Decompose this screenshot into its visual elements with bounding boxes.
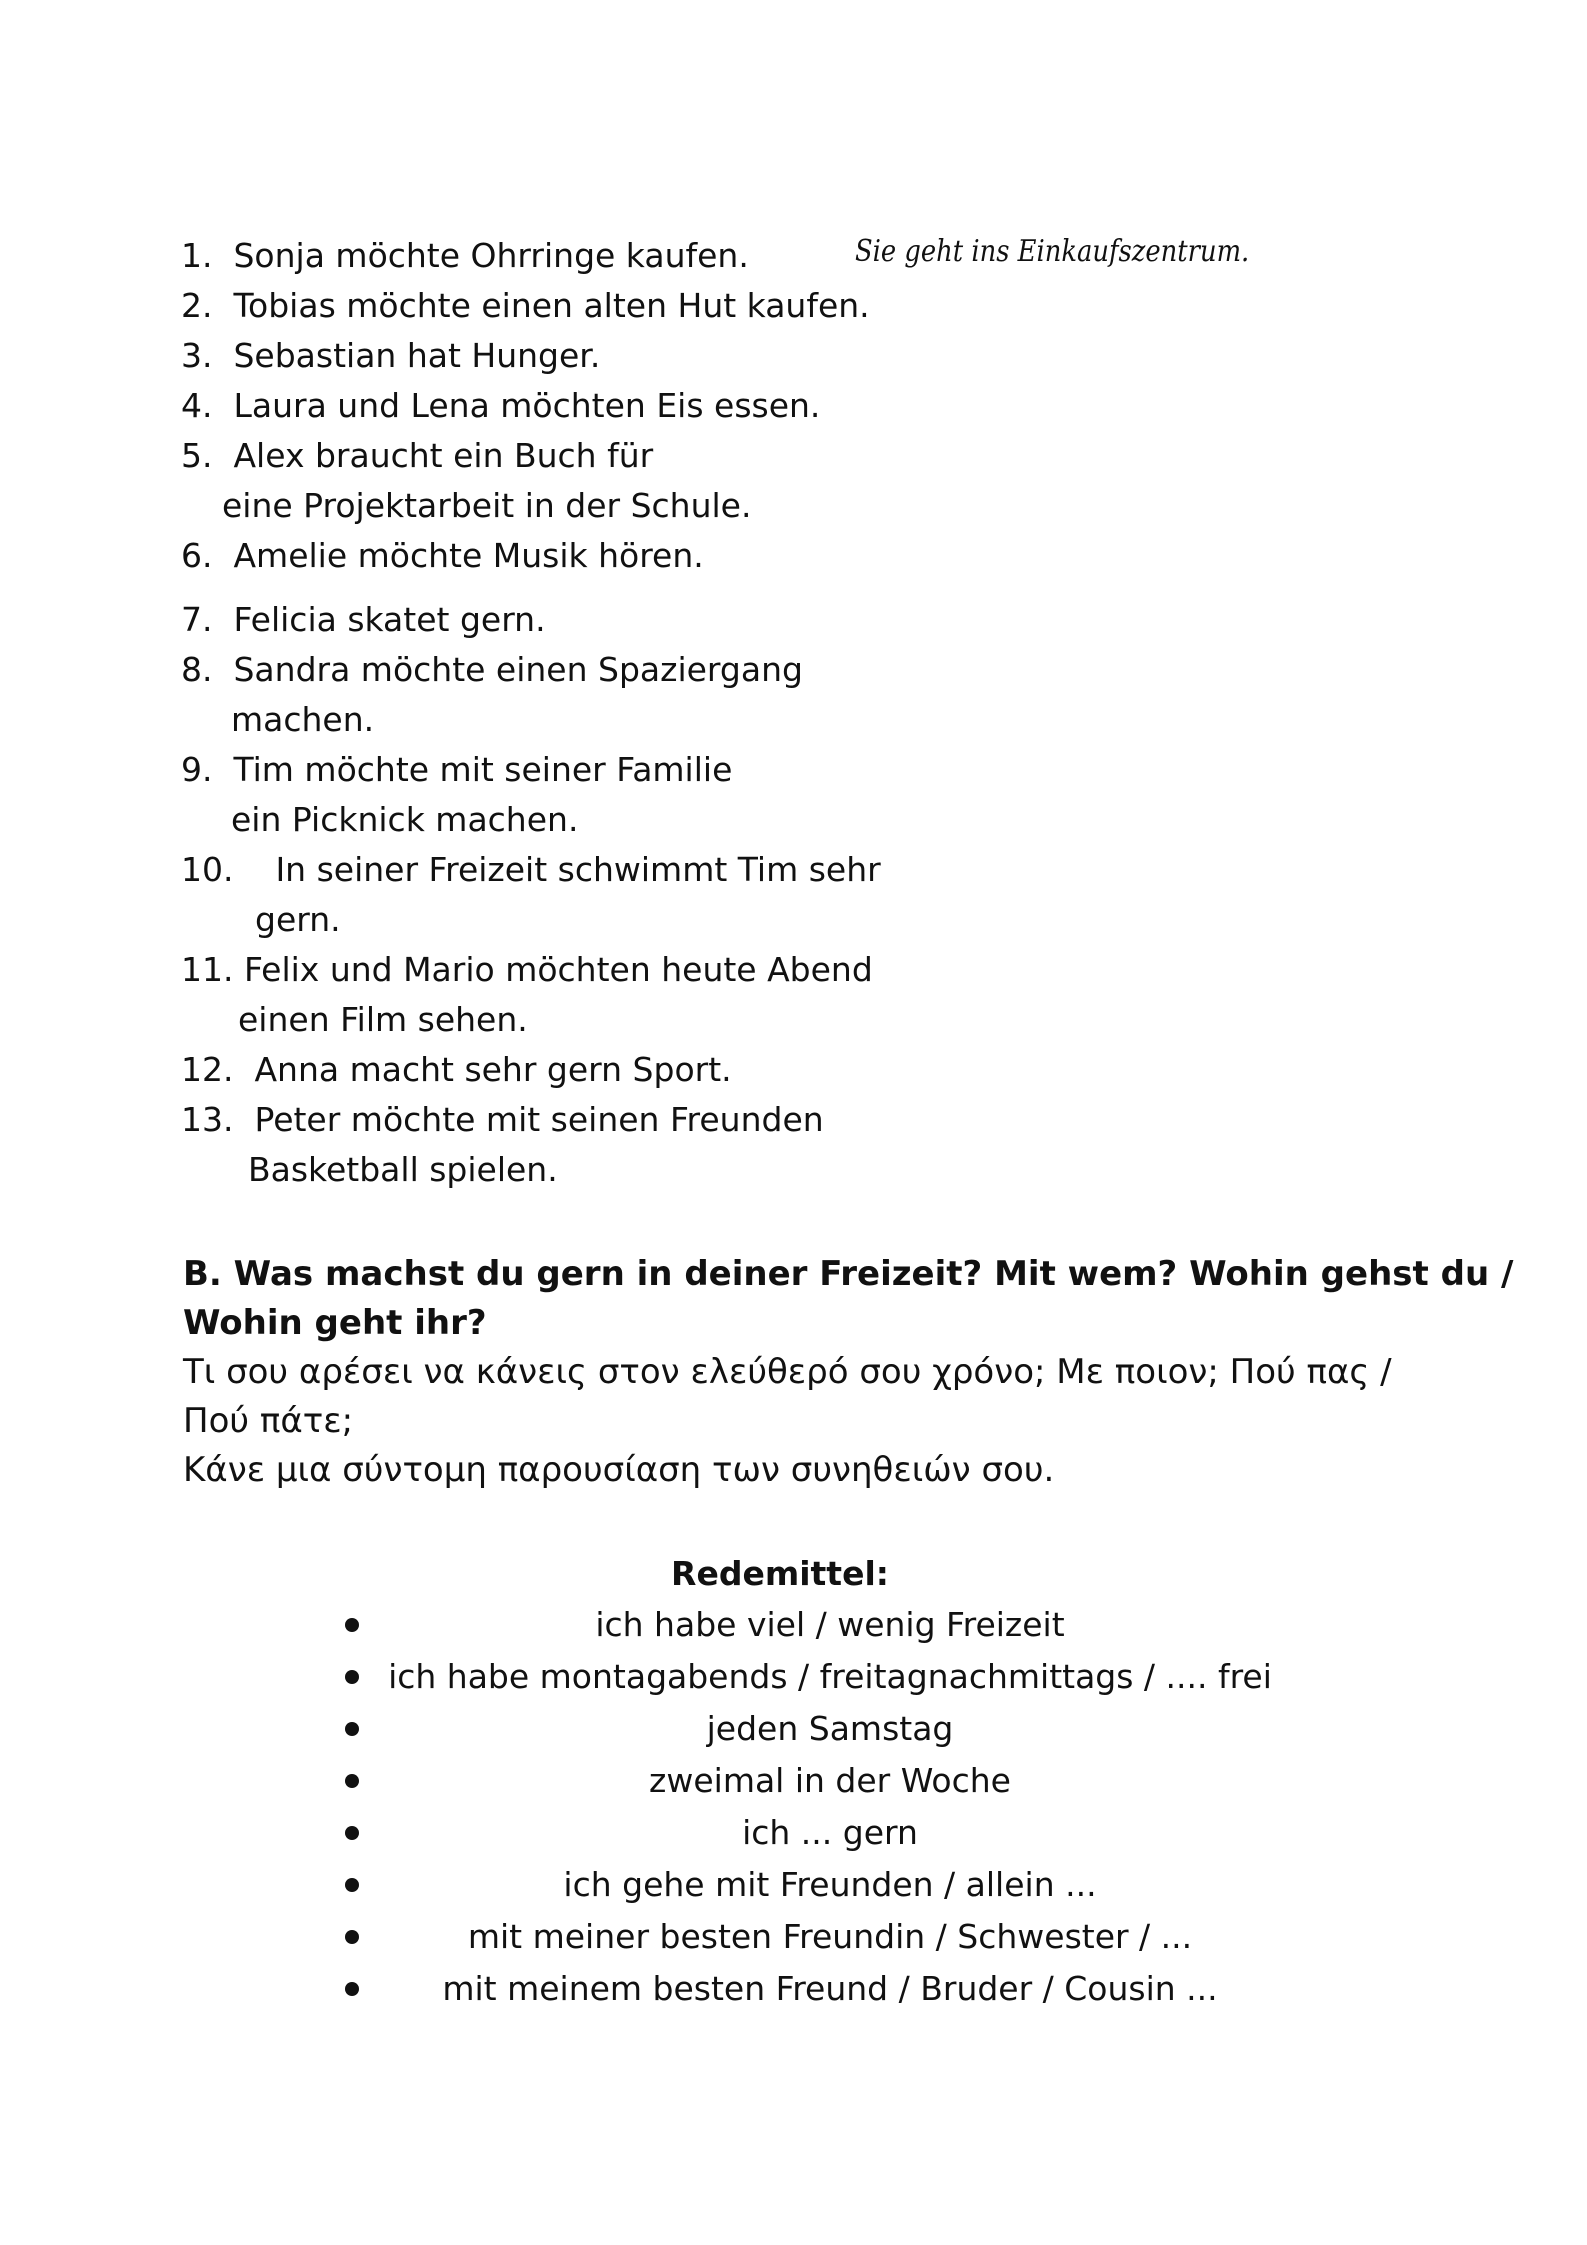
list-item-continuation: eine Projektarbeit in der Schule. [222, 486, 752, 525]
list-item: mit meinem besten Freund / Bruder / Cousin ... [340, 1965, 1280, 2017]
bullet-icon [345, 1722, 359, 1736]
greek-instruction-cont: Πού πάτε; [183, 1401, 354, 1441]
list-item: 13. Peter möchte mit seinen Freunden [181, 1100, 824, 1139]
list-item: 4. Laura und Lena möchten Eis essen. [181, 386, 821, 425]
bullet-icon [345, 1878, 359, 1892]
greek-task: Κάνε μια σύντομη παρουσίαση των συνηθειών σου. [183, 1450, 1055, 1490]
list-item-continuation: gern. [255, 900, 341, 939]
list-item-continuation: einen Film sehen. [238, 1000, 528, 1039]
list-item: ich ... gern [340, 1809, 1280, 1861]
bullet-icon [345, 1930, 359, 1944]
greek-instruction: Τι σου αρέσει να κάνεις στον ελεύθερό σου χρόνο; Με ποιον; Πού πας / [183, 1352, 1392, 1392]
list-item-continuation: ein Picknick machen. [231, 800, 579, 839]
list-item: zweimal in der Woche [340, 1757, 1280, 1809]
bullet-icon [345, 1774, 359, 1788]
list-item: 1. Sonja möchte Ohrringe kaufen. [181, 236, 749, 275]
list-item: 12. Anna macht sehr gern Sport. [181, 1050, 732, 1089]
list-item: 3. Sebastian hat Hunger. [181, 336, 601, 375]
list-item: 7. Felicia skatet gern. [181, 600, 546, 639]
list-item: mit meiner besten Freundin / Schwester / ... [340, 1913, 1280, 1965]
list-item: 5. Alex braucht ein Buch für [181, 436, 654, 475]
list-item: jeden Samstag [340, 1705, 1280, 1757]
bullet-icon [345, 1982, 359, 1996]
bullet-icon [345, 1670, 359, 1684]
section-b-heading: B. Was machst du gern in deiner Freizeit? Mit wem? Wohin gehst du / [183, 1254, 1514, 1294]
list-item: 8. Sandra möchte einen Spaziergang [181, 650, 803, 689]
bullet-icon [345, 1618, 359, 1632]
list-item-continuation: machen. [231, 700, 375, 739]
list-item: ich gehe mit Freunden / allein ... [340, 1861, 1280, 1913]
redemittel-title: Redemittel: [671, 1554, 889, 1593]
bullet-icon [345, 1826, 359, 1840]
list-item: 11. Felix und Mario möchten heute Abend [181, 950, 873, 989]
list-item: 2. Tobias möchte einen alten Hut kaufen. [181, 286, 870, 325]
list-item: ich habe viel / wenig Freizeit [340, 1601, 1280, 1653]
list-item-continuation: Basketball spielen. [248, 1150, 558, 1189]
example-answer: Sie geht ins Einkaufszentrum. [855, 234, 1250, 269]
list-item: ich habe montagabends / freitagnachmittags / .... frei [340, 1653, 1280, 1705]
list-item: 9. Tim möchte mit seiner Familie [181, 750, 733, 789]
list-item: 6. Amelie möchte Musik hören. [181, 536, 704, 575]
list-item: 10. In seiner Freizeit schwimmt Tim sehr [181, 850, 881, 889]
section-b-heading-cont: Wohin geht ihr? [183, 1303, 487, 1343]
